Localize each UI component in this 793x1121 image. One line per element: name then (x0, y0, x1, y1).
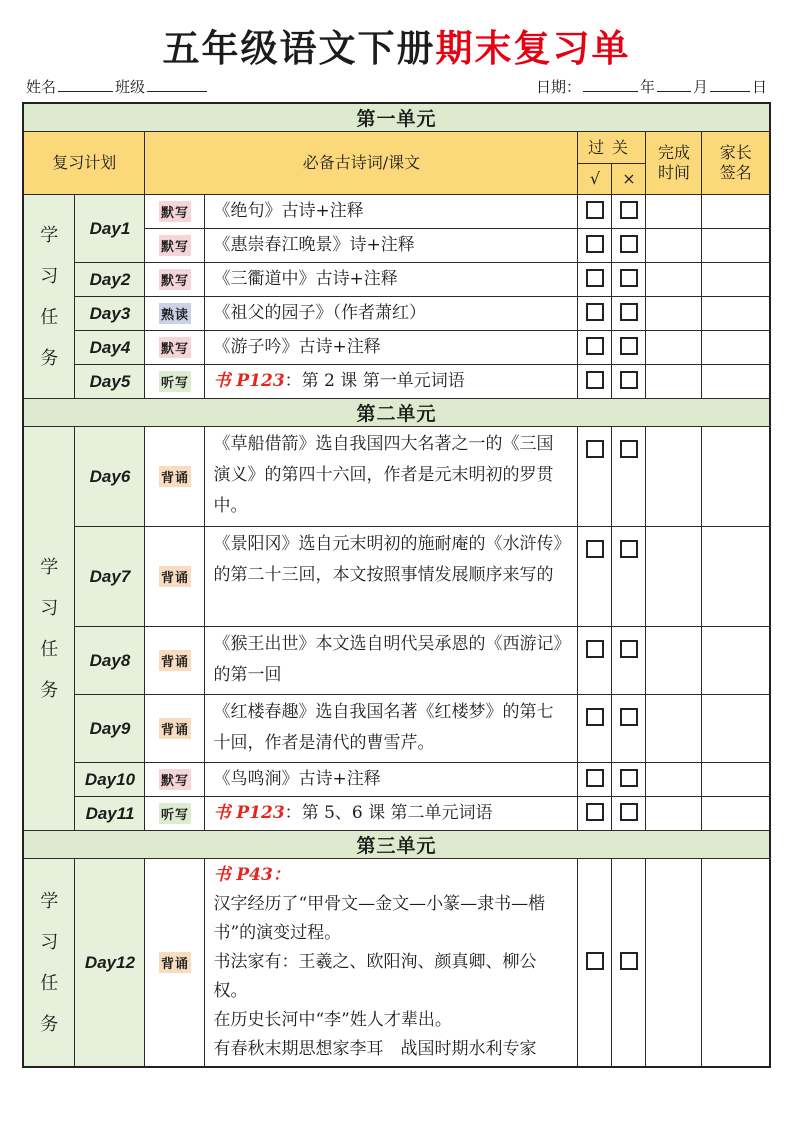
name-class-fields (26, 76, 209, 97)
content-cell (205, 365, 578, 399)
task-label: 学习任务 (40, 224, 59, 369)
table-row-day11 (23, 797, 770, 831)
plan-header: 复习计划 (23, 132, 145, 195)
content-cell (205, 527, 578, 627)
pass-checkbox-cell (578, 365, 612, 399)
fail-checkbox[interactable] (620, 769, 638, 787)
content-text: 《三衢道中》古诗+注释 (213, 269, 398, 290)
tag-cell (145, 263, 205, 297)
parent-signature-cell[interactable] (702, 859, 770, 1067)
parent-signature-cell[interactable] (702, 527, 770, 627)
fail-checkbox[interactable] (620, 337, 638, 355)
tag-beisong: 背诵 (159, 566, 191, 587)
day-cell: Day11 (75, 797, 145, 831)
tag-cell (145, 195, 205, 229)
completion-time-cell[interactable] (646, 527, 702, 627)
content-cell (205, 763, 578, 797)
tag-moxie: 默写 (159, 201, 191, 222)
completion-time-cell[interactable] (646, 695, 702, 763)
day-cell: Day1 (75, 195, 145, 263)
parent-signature-cell[interactable] (702, 695, 770, 763)
pass-checkbox[interactable] (586, 235, 604, 253)
content-cell (205, 627, 578, 695)
day-cell: Day6 (75, 427, 145, 527)
parent-signature-cell[interactable] (702, 297, 770, 331)
completion-time-cell[interactable] (646, 365, 702, 399)
fail-checkbox[interactable] (620, 440, 638, 458)
unit1-task-cell (23, 195, 75, 399)
parent-signature-cell[interactable] (702, 427, 770, 527)
task-label: 学习任务 (40, 890, 59, 1035)
year-label: 年 (639, 78, 655, 97)
time-header-line2: 时间 (657, 163, 690, 183)
table-row-day7 (23, 527, 770, 627)
table-row-day12 (23, 859, 770, 1067)
content-line: 在历史长河中“李”姓人才辈出。 (213, 1010, 452, 1031)
content-text: ：第 5、6 课 第二单元词语 (284, 803, 493, 824)
completion-time-cell[interactable] (646, 263, 702, 297)
pass-checkbox[interactable] (586, 540, 604, 558)
page-title-black: 五年级语文下册 (162, 26, 436, 70)
fail-checkbox[interactable] (620, 708, 638, 726)
unit2-task-cell (23, 427, 75, 831)
tag-beisong: 背诵 (159, 952, 191, 973)
parent-signature-cell[interactable] (702, 763, 770, 797)
fail-checkbox[interactable] (620, 235, 638, 253)
completion-time-cell[interactable] (646, 229, 702, 263)
content-cell (205, 859, 578, 1067)
tag-cell (145, 365, 205, 399)
pass-checkbox-cell (578, 627, 612, 695)
completion-time-cell[interactable] (646, 627, 702, 695)
date-month-blank[interactable] (657, 76, 691, 92)
parent-signature-cell[interactable] (702, 331, 770, 365)
day-cell: Day12 (75, 859, 145, 1067)
book-page-ref: 书 P43： (213, 865, 290, 886)
fail-checkbox[interactable] (620, 201, 638, 219)
tag-shudu: 熟读 (159, 303, 191, 324)
parent-signature-cell[interactable] (702, 797, 770, 831)
unit1-title: 第一单元 (23, 103, 770, 132)
book-page-ref: 书 P123 (213, 371, 285, 392)
fail-checkbox-cell (612, 195, 646, 229)
day-cell: Day3 (75, 297, 145, 331)
table-row-day10 (23, 763, 770, 797)
sign-header-line2: 签名 (719, 163, 752, 183)
tag-tingxie: 听写 (159, 803, 191, 824)
tag-cell (145, 427, 205, 527)
content-text: 《游子吟》古诗+注释 (213, 337, 381, 358)
content-text: 《红楼春趣》选自我国名著《红楼梦》的第七十回，作者是清代的曹雪芹。 (213, 702, 554, 754)
day-cell: Day4 (75, 331, 145, 365)
fail-checkbox-cell (612, 365, 646, 399)
unit3-task-cell (23, 859, 75, 1067)
pass-checkbox-cell (578, 195, 612, 229)
content-cell (205, 297, 578, 331)
fail-checkbox[interactable] (620, 803, 638, 821)
pass-checkbox[interactable] (586, 371, 604, 389)
book-page-ref: 书 P123 (213, 803, 285, 824)
name-blank[interactable] (58, 76, 113, 92)
tag-moxie: 默写 (159, 769, 191, 790)
fail-checkbox-cell (612, 297, 646, 331)
fail-checkbox[interactable] (620, 952, 638, 970)
pass-checkbox-cell (578, 797, 612, 831)
table-row-day3 (23, 297, 770, 331)
pass-checkbox[interactable] (586, 803, 604, 821)
content-line: 汉字经历了“甲骨文—金文—小篆—隶书—楷书”的演变过程。 (213, 894, 546, 944)
content-text: 《景阳冈》选自元末明初的施耐庵的《水浒传》的第二十三回，本文按照事情发展顺序来写的 (213, 534, 562, 586)
completion-time-cell[interactable] (646, 195, 702, 229)
pass-checkbox[interactable] (586, 708, 604, 726)
content-text: 《祖父的园子》（作者萧红） (213, 303, 426, 324)
content-text: 《草船借箭》选自我国四大名著之一的《三国演义》的第四十六回，作者是元末明初的罗贯中。 (213, 434, 554, 517)
date-label: 日期： (535, 78, 581, 97)
info-row (26, 76, 767, 97)
completion-time-cell[interactable] (646, 331, 702, 365)
day-cell: Day7 (75, 527, 145, 627)
fail-checkbox-cell (612, 859, 646, 1067)
parent-signature-cell[interactable] (702, 263, 770, 297)
content-text: 《猴王出世》本文选自明代吴承恩的《西游记》的第一回 (213, 634, 562, 686)
parent-signature-cell[interactable] (702, 365, 770, 399)
content-line: 书法家有：王羲之、欧阳洵、颜真卿、柳公权。 (213, 952, 537, 1002)
unit1-header-row (23, 103, 770, 132)
pass-checkbox[interactable] (586, 201, 604, 219)
fail-checkbox-cell (612, 627, 646, 695)
content-cell (205, 331, 578, 365)
pass-checkbox-cell (578, 229, 612, 263)
completion-time-cell[interactable] (646, 297, 702, 331)
check-yes-header: √ (578, 164, 612, 195)
tag-beisong: 背诵 (159, 466, 191, 487)
pass-checkbox-cell (578, 331, 612, 365)
fail-checkbox[interactable] (620, 640, 638, 658)
fail-checkbox-cell (612, 763, 646, 797)
month-label: 月 (692, 78, 708, 97)
tag-cell (145, 527, 205, 627)
pass-checkbox-cell (578, 695, 612, 763)
name-label: 姓名 (26, 78, 57, 97)
completion-time-cell[interactable] (646, 859, 702, 1067)
pass-checkbox[interactable] (586, 769, 604, 787)
fail-checkbox-cell (612, 263, 646, 297)
table-header-row-1 (23, 132, 770, 164)
unit2-header-row (23, 399, 770, 427)
day-cell: Day8 (75, 627, 145, 695)
tag-cell (145, 297, 205, 331)
fail-checkbox[interactable] (620, 269, 638, 287)
content-text: 《惠崇春江晚景》诗+注释 (213, 235, 415, 256)
tag-beisong: 背诵 (159, 718, 191, 739)
day-label: 日 (751, 78, 767, 97)
tag-moxie: 默写 (159, 235, 191, 256)
pass-checkbox-cell (578, 763, 612, 797)
tag-cell (145, 763, 205, 797)
time-header-line1: 完成 (657, 143, 690, 163)
date-year-blank[interactable] (583, 76, 638, 92)
table-row-day4 (23, 331, 770, 365)
pass-checkbox[interactable] (586, 303, 604, 321)
fail-checkbox-cell (612, 427, 646, 527)
date-day-blank[interactable] (710, 76, 750, 92)
task-label: 学习任务 (40, 556, 59, 701)
pass-checkbox[interactable] (586, 952, 604, 970)
pass-checkbox-cell (578, 427, 612, 527)
fail-checkbox[interactable] (620, 371, 638, 389)
table-row-day5 (23, 365, 770, 399)
pass-checkbox[interactable] (586, 440, 604, 458)
pass-checkbox[interactable] (586, 640, 604, 658)
unit2-title: 第二单元 (23, 399, 770, 427)
pass-checkbox-cell (578, 263, 612, 297)
page-title-red: 期末复习单 (435, 26, 631, 70)
tag-moxie: 默写 (159, 269, 191, 290)
review-table (22, 102, 771, 1068)
time-header (646, 132, 702, 195)
tag-beisong: 背诵 (159, 650, 191, 671)
pass-checkbox-cell (578, 859, 612, 1067)
content-text: 《鸟鸣涧》古诗+注释 (213, 769, 381, 790)
content-line: 有春秋末期思想家李耳 战国时期水利专家 (213, 1039, 537, 1060)
sign-header (702, 132, 770, 195)
completion-time-cell[interactable] (646, 427, 702, 527)
content-header: 必备古诗词/课文 (145, 132, 578, 195)
fail-checkbox-cell (612, 797, 646, 831)
fail-checkbox[interactable] (620, 540, 638, 558)
pass-checkbox-cell (578, 297, 612, 331)
content-cell (205, 427, 578, 527)
class-blank[interactable] (147, 76, 207, 92)
content-cell (205, 195, 578, 229)
content-text: ：第 2 课 第一单元词语 (284, 371, 465, 392)
fail-checkbox-cell (612, 695, 646, 763)
pass-checkbox-cell (578, 527, 612, 627)
fail-checkbox[interactable] (620, 303, 638, 321)
day-cell: Day10 (75, 763, 145, 797)
pass-checkbox[interactable] (586, 269, 604, 287)
parent-signature-cell[interactable] (702, 195, 770, 229)
content-cell (205, 695, 578, 763)
sign-header-line1: 家长 (719, 143, 752, 163)
tag-cell (145, 229, 205, 263)
page-title (0, 0, 793, 70)
parent-signature-cell[interactable] (702, 229, 770, 263)
completion-time-cell[interactable] (646, 763, 702, 797)
tag-cell (145, 695, 205, 763)
fail-checkbox-cell (612, 331, 646, 365)
content-cell (205, 229, 578, 263)
day-cell: Day5 (75, 365, 145, 399)
table-row-day6 (23, 427, 770, 527)
fail-checkbox-cell (612, 527, 646, 627)
pass-checkbox[interactable] (586, 337, 604, 355)
content-cell (205, 797, 578, 831)
tag-cell (145, 859, 205, 1067)
unit3-title: 第三单元 (23, 831, 770, 859)
tag-cell (145, 331, 205, 365)
class-label: 班级 (115, 78, 146, 97)
parent-signature-cell[interactable] (702, 627, 770, 695)
tag-moxie: 默写 (159, 337, 191, 358)
content-text: 《绝句》古诗+注释 (213, 201, 364, 222)
tag-tingxie: 听写 (159, 371, 191, 392)
table-row-day9 (23, 695, 770, 763)
tag-cell (145, 797, 205, 831)
completion-time-cell[interactable] (646, 797, 702, 831)
day-cell: Day9 (75, 695, 145, 763)
pass-header: 过关 (578, 132, 646, 164)
table-row-day1a (23, 195, 770, 229)
day-cell: Day2 (75, 263, 145, 297)
tag-cell (145, 627, 205, 695)
date-fields (536, 76, 767, 97)
fail-checkbox-cell (612, 229, 646, 263)
table-row-day8 (23, 627, 770, 695)
table-row-day2 (23, 263, 770, 297)
unit3-header-row (23, 831, 770, 859)
check-no-header: × (612, 164, 646, 195)
content-cell (205, 263, 578, 297)
